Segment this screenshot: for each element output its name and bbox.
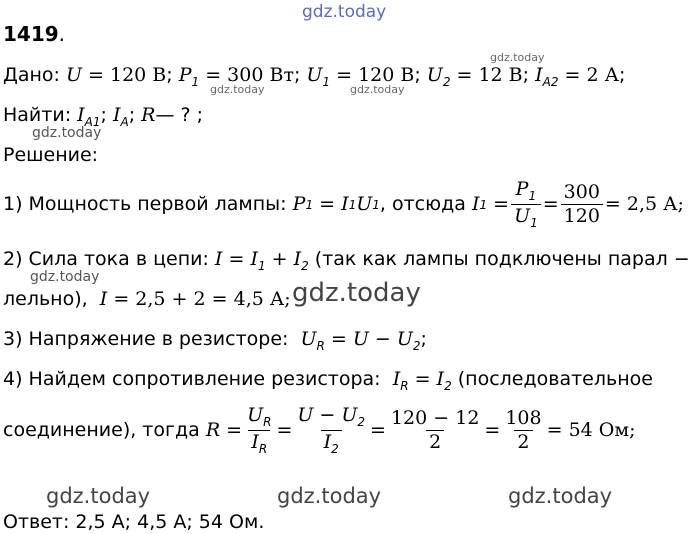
watermark: gdz.today [210,83,265,96]
fraction-u-u2-i2: $\frac{U - U_2}{I_2}$ [297,404,366,456]
step-4-denominator-1: 2 [426,430,444,452]
step-2-line-1: 2) Сила тока в цепи: $I = I_1 + I_2$ (так как лампы подключены парал − [3,248,690,273]
watermark: gdz.today [490,51,545,64]
problem-number [3,24,65,44]
fraction-p1-u1: $\frac{P_1}{U_1}$ [511,180,541,229]
step-2-calc: = 2,5 + 2 = 4,5 А; [113,288,291,310]
find-label: Найти: [3,104,72,126]
step-4-numerator-1: 120 − 12 [390,407,480,429]
watermark-footer-2: gdz.today [277,484,382,508]
step-3-text: 3) Напряжение в резисторе: [3,328,289,350]
fraction-120-12-2 [388,409,482,452]
given-U2: 12 В [478,64,523,86]
step-1-numerator: 300 [563,181,600,203]
step-4-line-1: 4) Найдем сопротивление резистора: $I_R = I_2$ (последовательное [3,368,653,393]
step-4-result: = 54 Ом; [546,419,636,441]
given-IA2: 2 А [586,64,619,86]
watermark: gdz.today [32,125,102,141]
step-4-numerator-2: 108 [505,407,542,429]
step-4-denominator-2: 2 [514,430,532,452]
watermark-large: gdz.today [292,278,421,308]
fraction-300-120 [561,183,603,226]
step-4-line-2: соединение), тогда R = $\frac{U_R}{I_R}$ = $\frac{U - U_2}{I_2}$ = $\frac{120 - 12}{2}$ = $\frac{108}{2}$ = 54 Ом; [3,404,636,456]
problem-number-value: 1419 [3,22,59,46]
watermark-footer-1: gdz.today [46,484,151,508]
step-4-paren: (последовательное [457,368,653,390]
given-U: 120 В [110,64,167,86]
watermark: gdz.today [30,269,100,285]
step-1: 1) Мощность первой лампы: P 1 = I 1 U 1 , отсюда I 1 = $\frac{P_1}{U_1}$ = $\frac{300}{120}$ = 2,5 А; [3,178,684,230]
answer: Ответ: 2,5 А; 4,5 А; 54 Ом. [3,511,265,533]
step-1-text: 1) Мощность первой лампы: [3,193,287,215]
given-U1: 120 В [358,64,415,86]
given-label: Дано: [3,64,60,86]
watermark-footer-3: gdz.today [508,484,613,508]
step-1-mid: , отсюда [379,193,466,215]
step-4-line2-text: соединение), тогда [3,419,200,441]
step-2-text: 2) Сила тока в цепи: [3,248,209,270]
find-line: Найти: $I_{A1}$; $I_A$; R— ? ; [3,104,204,129]
watermark-top: gdz.today [302,2,387,22]
step-1-result: = 2,5 А; [604,193,684,215]
step-1-denominator: 120 [561,204,603,226]
given-P1: 300 Вт [227,64,294,86]
step-2-line-2: лельно), I = 2,5 + 2 = 4,5 А; [3,288,291,310]
step-2-paren: (так как лампы подключены парал − [314,248,690,270]
step-3: 3) Напряжение в резисторе: $U_R = U - U_2$; [3,328,427,353]
step-2-line2-text: лельно), [3,288,88,310]
watermark: gdz.today [350,83,405,96]
step-4-text: 4) Найдем сопротивление резистора: [3,368,381,390]
solution-label: Решение: [3,144,99,166]
fraction-ur-ir: $\frac{U_R}{I_R}$ [247,404,272,456]
problem-number-suffix: . [58,22,66,46]
find-rest: — ? ; [155,104,204,126]
given-line: Дано: U = 120 В; $P_1 = 300$ Вт; $U_1 = 120$ В; $U_2 = 12$ В; $I_{A2} = 2$ А; [3,64,626,89]
fraction-108-2 [502,409,544,452]
